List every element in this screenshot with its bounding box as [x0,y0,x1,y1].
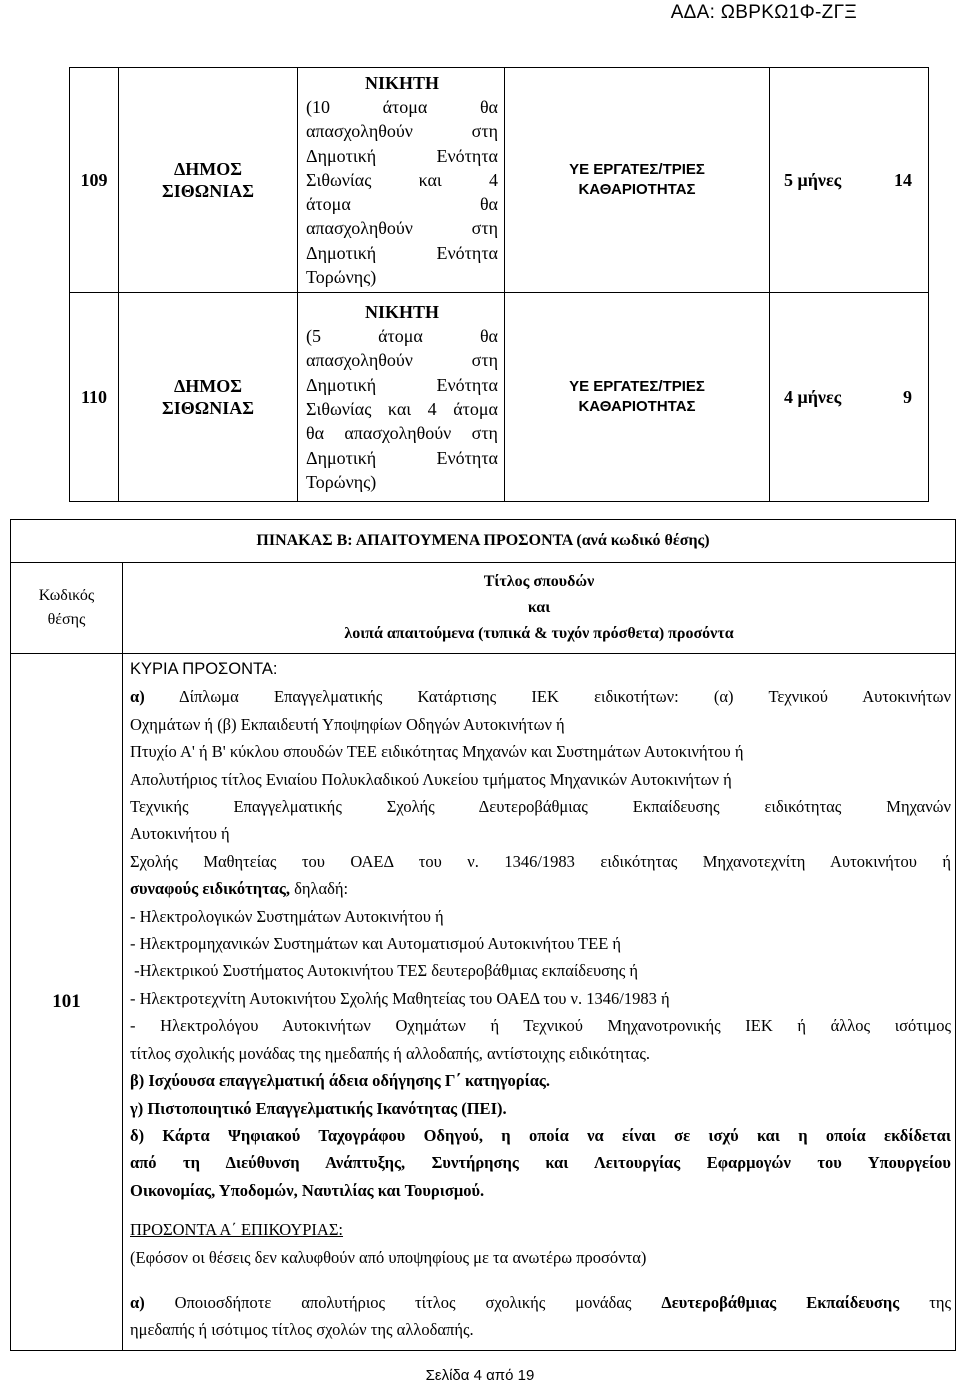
related-specialty-line: τίτλος σχολικής μονάδας της ημεδαπής ή αλλοδαπής, αντίστοιχης ειδικότητας. [130,1043,650,1063]
specialty-line: ΥΕ ΕΡΓΑΤΕΣ/ΤΡΙΕΣ [569,378,705,395]
qualification-line: Απολυτήριος τίτλος Ενιαίου Πολυκλαδικού Λυκείου τμήματος Μηχανικών Αυτοκινήτων ή [130,769,732,789]
auxiliary-heading: ΠΡΟΣΟΝΤΑ Α΄ ΕΠΙΚΟΥΡΙΑΣ: [130,1220,344,1240]
description-line: Σιθωνίας και 4 άτομα [306,399,498,419]
staff-count: 9 [903,386,912,407]
tachograph-requirement: δ) Κάρτα Ψηφιακού Ταχογράφου Οδηγού, η οποία να είναι σε ισχύ και η οποία εκδίδεται [130,1125,951,1145]
description-line: απασχοληθούν στη [306,121,498,142]
description-line: Σιθωνίας και 4 [306,169,498,190]
position-number: 110 [70,293,119,502]
qualification-line: συναφούς ειδικότητας, δηλαδή: [130,879,349,899]
municipality-line: ΣΙΘΩΝΙΑΣ [162,398,254,418]
pei-requirement: γ) Πιστοποιητικό Επαγγελματικής Ικανότητας (ΠΕΙ). [130,1098,507,1118]
tachograph-requirement: από τη Διεύθυνση Ανάπτυξης, Συντήρησης και Λειτουργίας Εφαρμογών του Υπουργείου [130,1153,951,1173]
specialty-line: ΚΑΘΑΡΙΟΤΗΤΑΣ [578,398,696,415]
position-number: 109 [70,68,119,293]
table-b-title: ΠΙΝΑΚΑΣ Β: ΑΠΑΙΤΟΥΜΕΝΑ ΠΡΟΣΟΝΤΑ (ανά κωδικό θέσης) [11,520,956,563]
description-line: ΝΙΚΗΤΗ [364,72,439,93]
description-line: Τορώνης) [306,471,377,492]
municipality-line: ΔΗΜΟΣ [173,159,243,179]
description-line: Δημοτική Ενότητα [306,374,498,395]
related-specialty-line: - Ηλεκτρολόγου Αυτοκινήτων Οχημάτων ή Τεχνικού Μηχανοτρονικής ΙΕΚ ή άλλος ισότιμος [130,1016,951,1036]
positions-table [69,67,929,502]
qualification-line: Οχημάτων ή (β) Εκπαιδευτή Υποψηφίων Οδηγών Αυτοκινήτων ή [130,714,565,734]
description-line: ΝΙΚΗΤΗ [364,301,439,322]
auxiliary-note: (Εφόσον οι θέσεις δεν καλυφθούν από υποψηφίους με τα ανωτέρω προσόντα) [130,1247,647,1267]
related-specialty-line: - Ηλεκτρολογικών Συστημάτων Αυτοκινήτου ή [130,906,444,926]
specialty-cell [505,293,770,502]
qualification-line: α) Δίπλωμα Επαγγελματικής Κατάρτισης ΙΕΚ ειδικοτήτων: (α) Τεχνικού Αυτοκινήτων [130,687,952,707]
auxiliary-qualification: α) Οποιοσδήποτε απολυτήριος τίτλος σχολικής μονάδας Δευτεροβάθμιας Εκπαίδευσης της [130,1292,951,1312]
municipality-cell [119,293,298,502]
description-line: (10 άτομα θα [306,96,498,117]
description-line: άτομα θα [306,194,498,215]
tachograph-requirement: Οικονομίας, Υποδομών, Ναυτιλίας και Τουρισμού. [130,1180,485,1200]
table-row [70,293,929,502]
municipality-cell [119,68,298,293]
duration: 5 μήνες [784,169,842,190]
page-footer: Σελίδα 4 από 19 [425,1367,535,1384]
code-header: Κωδικός θέσης [11,563,123,654]
qualification-line: Αυτοκινήτου ή [130,824,230,844]
duration: 4 μήνες [784,386,842,407]
duration-count-cell [770,293,929,502]
ada-code: ΑΔΑ: ΩΒΡΚΩ1Φ-ΖΓΞ [670,2,857,23]
description-line: Τορώνης) [306,267,377,288]
description-line: απασχοληθούν στη [306,218,498,239]
related-specialty-line: - Ηλεκτρομηχανικών Συστημάτων και Αυτοματισμού Αυτοκινήτου ΤΕΕ ή [130,934,622,954]
location-description [298,68,505,293]
auxiliary-qualification: ημεδαπής ή ισότιμος τίτλος σχολών της αλλοδαπής. [130,1320,474,1340]
specialty-line: ΥΕ ΕΡΓΑΤΕΣ/ΤΡΙΕΣ [569,161,705,178]
duration-count-cell [770,68,929,293]
staff-count: 14 [894,169,912,190]
municipality-line: ΔΗΜΟΣ [173,376,243,396]
description-line: Δημοτική Ενότητα [306,242,498,263]
description-line: (5 άτομα θα [306,326,498,347]
description-line: απασχοληθούν στη [306,350,498,371]
qualifications-body [123,654,956,1351]
qualifications-header: Τίτλος σπουδών και λοιπά απαιτούμενα (τυπικά & τυχόν πρόσθετα) προσόντα [123,563,956,654]
qualification-line: Πτυχίο Α' ή Β' κύκλου σπουδών ΤΕΕ ειδικότητας Μηχανών και Συστημάτων Αυτοκινήτου ή [130,742,744,762]
related-specialty-line: - Ηλεκτροτεχνίτη Αυτοκινήτου Σχολής Μαθητείας του ΟΑΕΔ του ν. 1346/1983 ή [130,988,670,1008]
qualifications-table [10,519,956,1351]
qualification-line: Τεχνικής Επαγγελματικής Σχολής Δευτεροβάθμιας Εκπαίδευσης ειδικότητας Μηχανών [130,797,951,817]
specialty-line: ΚΑΘΑΡΙΟΤΗΤΑΣ [578,181,696,198]
license-requirement: β) Ισχύουσα επαγγελματική άδεια οδήγησης Γ΄ κατηγορίας. [130,1071,551,1091]
location-description [298,293,505,502]
qualification-line: Σχολής Μαθητείας του ΟΑΕΔ του ν. 1346/1983 ειδικότητας Μηχανοτεχνίτη Αυτοκινήτου ή [130,851,951,871]
description-line: Δημοτική Ενότητα [306,447,498,468]
municipality-line: ΣΙΘΩΝΙΑΣ [162,181,254,201]
main-qualifications-heading: ΚΥΡΙΑ ΠΡΟΣΟΝΤΑ: [130,660,278,678]
position-code: 101 [11,654,123,1351]
specialty-cell [505,68,770,293]
description-line: Δημοτική Ενότητα [306,145,498,166]
description-line: θα απασχοληθούν στη [306,423,498,444]
related-specialty-line: -Ηλεκτρικού Συστήματος Αυτοκινήτου ΤΕΣ δευτεροβάθμιας εκπαίδευσης ή [130,961,638,981]
table-row [70,68,929,293]
